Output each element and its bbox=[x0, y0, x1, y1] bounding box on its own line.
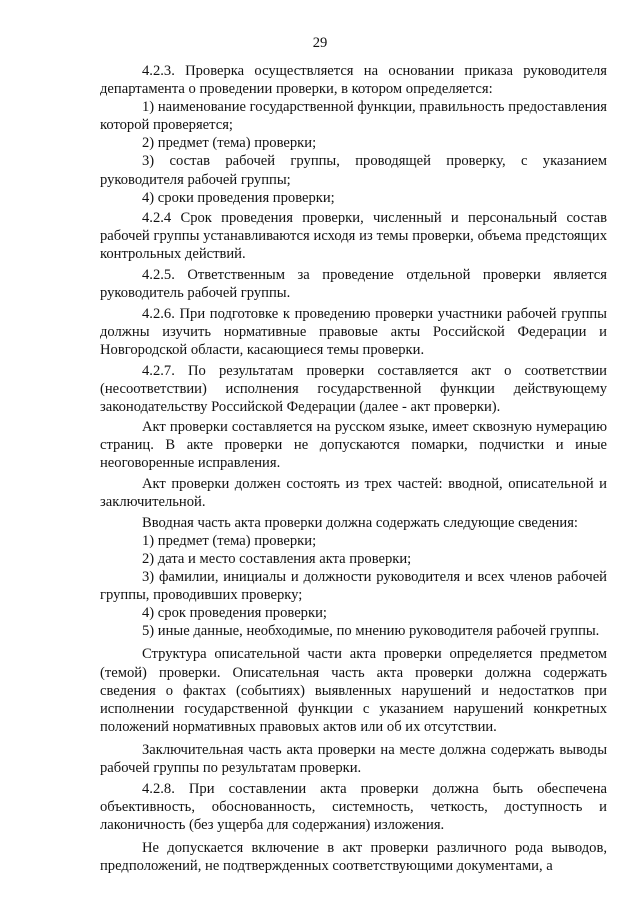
paragraph-4-2-8: 4.2.8. При составлении акта проверки должна быть обеспечена объективность, обоснованность, системность, четкость, доступность и лаконичность (без ущерба для содержания) изложения. bbox=[100, 780, 607, 833]
paragraph: Акт проверки должен состоять из трех частей: вводной, описательной и заключительной. bbox=[100, 476, 607, 511]
paragraph-4-2-7: 4.2.7. По результатам проверки составляется акт о соответствии (несоответствии) исполнения государственной функции действующему законодательству Российской Федерации (далее - акт проверки). bbox=[100, 362, 607, 415]
document-body bbox=[100, 62, 607, 875]
paragraph-4-2-4: 4.2.4 Срок проведения проверки, численный и персональный состав рабочей группы устанавливаются исходя из темы проверки, объема предстоящих контрольных действий. bbox=[100, 210, 607, 263]
list-item: 3) фамилии, инициалы и должности руководителя и всех членов рабочей группы, проводивших проверку; bbox=[100, 569, 607, 604]
list-item: 4) срок проведения проверки; bbox=[142, 605, 327, 622]
paragraph: Структура описательной части акта проверки определяется предметом (темой) проверки. Описательная часть акта проверки должна содержать сведения о фактах (событиях) выявленных нарушений и недостатков при исполнении государственной функции с указанием нарушений конкретных положений нормативных правовых актов или об их отсутствии. bbox=[100, 646, 607, 735]
list-item: 2) предмет (тема) проверки; bbox=[142, 135, 317, 152]
list-item: 4) сроки проведения проверки; bbox=[142, 189, 335, 206]
paragraph: Вводная часть акта проверки должна содержать следующие сведения: bbox=[142, 514, 578, 531]
list-item: 5) иные данные, необходимые, по мнению руководителя рабочей группы. bbox=[142, 623, 600, 640]
list-item: 1) наименование государственной функции, правильность предоставления которой проверяется; bbox=[100, 99, 607, 134]
list-item: 3) состав рабочей группы, проводящей проверку, с указанием руководителя рабочей группы; bbox=[100, 153, 607, 188]
page-number: 29 bbox=[312, 35, 328, 51]
paragraph: Акт проверки составляется на русском языке, имеет сквозную нумерацию страниц. В акте проверки не допускаются помарки, подчистки и иные неоговоренные исправления. bbox=[100, 419, 607, 472]
paragraph-4-2-6: 4.2.6. При подготовке к проведению проверки участники рабочей группы должны изучить нормативные правовые акты Российской Федерации и Новгородской области, касающиеся темы проверки. bbox=[100, 305, 607, 358]
list-item: 2) дата и место составления акта проверки; bbox=[142, 550, 412, 567]
list-item: 1) предмет (тема) проверки; bbox=[142, 532, 317, 549]
paragraph-4-2-3: 4.2.3. Проверка осуществляется на основании приказа руководителя департамента о проведении проверки, в котором определяется: bbox=[100, 63, 607, 98]
paragraph: Не допускается включение в акт проверки различного рода выводов, предположений, не подтвержденных соответствующими документами, а bbox=[100, 839, 607, 874]
paragraph: Заключительная часть акта проверки на месте должна содержать выводы рабочей группы по результатам проверки. bbox=[100, 741, 607, 776]
paragraph-4-2-5: 4.2.5. Ответственным за проведение отдельной проверки является руководитель рабочей группы. bbox=[100, 267, 607, 302]
